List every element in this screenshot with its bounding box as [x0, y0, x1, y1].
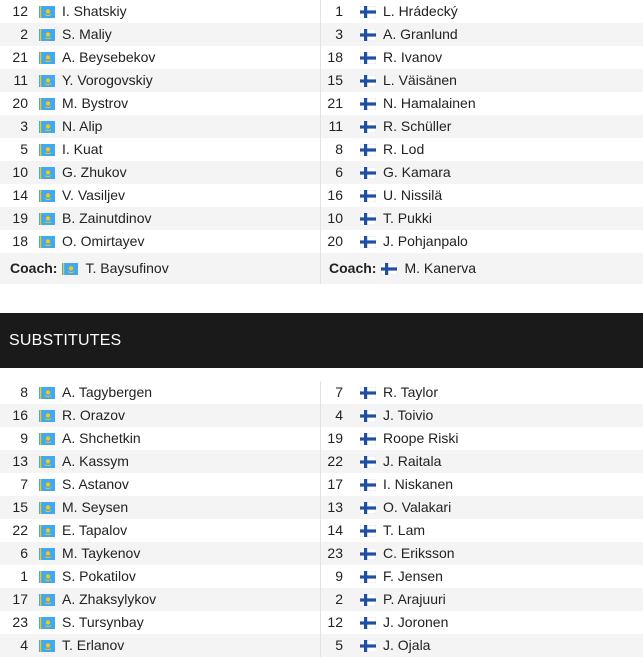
player-number: 13	[12, 453, 28, 469]
player-row	[321, 23, 643, 46]
finland-flag-icon	[360, 29, 376, 41]
player-name[interactable]: A. Zhaksylykov	[62, 591, 157, 607]
player-number: 22	[12, 522, 28, 538]
player-row	[0, 161, 320, 184]
player-name[interactable]: P. Arajuuri	[383, 591, 446, 607]
finland-flag-icon	[360, 410, 376, 422]
player-name[interactable]: L. Hrádecký	[383, 3, 458, 19]
player-row	[321, 519, 643, 542]
player-row	[321, 542, 643, 565]
player-row	[0, 542, 320, 565]
player-row	[321, 46, 643, 69]
finland-flag-icon	[360, 525, 376, 537]
player-name[interactable]: M. Taykenov	[62, 545, 141, 561]
player-row	[321, 0, 643, 23]
kazakhstan-flag-icon	[39, 98, 55, 110]
player-row	[0, 69, 320, 92]
player-name[interactable]: N. Alip	[62, 118, 103, 134]
player-number: 5	[335, 637, 343, 653]
player-number: 9	[335, 568, 343, 584]
player-row	[0, 46, 320, 69]
player-number: 1	[20, 568, 28, 584]
player-row	[0, 427, 320, 450]
finland-flag-icon	[360, 387, 376, 399]
player-row	[0, 0, 320, 23]
substitutes	[0, 381, 643, 657]
player-name[interactable]: J. Toivio	[383, 407, 434, 423]
player-number: 11	[13, 72, 28, 88]
finland-flag-icon	[360, 594, 376, 606]
lineups	[0, 0, 643, 284]
finland-flag-icon	[360, 433, 376, 445]
kazakhstan-flag-icon	[39, 433, 55, 445]
player-number: 21	[12, 49, 28, 65]
player-row	[321, 381, 643, 404]
player-number: 7	[335, 384, 343, 400]
kazakhstan-flag-icon	[39, 548, 55, 560]
player-name[interactable]: T. Lam	[383, 522, 426, 538]
kazakhstan-flag-icon	[39, 479, 55, 491]
player-number: 9	[20, 430, 28, 446]
player-name[interactable]: A. Granlund	[383, 26, 458, 42]
player-name[interactable]: R. Ivanov	[383, 49, 443, 65]
player-name[interactable]: I. Shatskiy	[62, 3, 127, 19]
player-number: 16	[327, 187, 343, 203]
coach-row	[0, 253, 320, 284]
kazakhstan-flag-icon	[39, 594, 55, 606]
player-number: 2	[335, 591, 343, 607]
player-row	[0, 23, 320, 46]
player-name[interactable]: A. Shchetkin	[62, 430, 141, 446]
player-number: 8	[20, 384, 28, 400]
player-row	[0, 565, 320, 588]
player-name[interactable]: G. Kamara	[383, 164, 451, 180]
coach-row	[321, 253, 643, 284]
finland-flag-icon	[360, 121, 376, 133]
player-row	[321, 161, 643, 184]
kazakhstan-flag-icon	[39, 236, 55, 248]
player-row	[321, 473, 643, 496]
player-name[interactable]: O. Omirtayev	[62, 233, 145, 249]
player-number: 3	[335, 26, 343, 42]
finland-flag-icon	[360, 98, 376, 110]
finland-flag-icon	[360, 548, 376, 560]
player-number: 23	[327, 545, 343, 561]
player-row	[321, 230, 643, 253]
player-row	[321, 427, 643, 450]
kazakhstan-flag-icon	[39, 6, 55, 18]
finland-flag-icon	[360, 6, 376, 18]
finland-flag-icon	[360, 167, 376, 179]
substitutes-header: SUBSTITUTES	[0, 313, 643, 368]
kazakhstan-flag-icon	[39, 640, 55, 652]
finland-flag-icon	[360, 571, 376, 583]
player-name[interactable]: U. Nissilä	[383, 187, 443, 203]
kazakhstan-flag-icon	[39, 144, 55, 156]
player-number: 11	[328, 118, 343, 134]
player-name[interactable]: G. Zhukov	[62, 164, 127, 180]
player-name[interactable]: L. Väisänen	[383, 72, 457, 88]
player-row	[0, 588, 320, 611]
player-number: 23	[12, 614, 28, 630]
kazakhstan-flag-icon	[39, 213, 55, 225]
kazakhstan-flag-icon	[39, 502, 55, 514]
player-name[interactable]: S. Tursynbay	[62, 614, 144, 630]
player-number: 8	[335, 141, 343, 157]
player-row	[0, 230, 320, 253]
player-name[interactable]: F. Jensen	[383, 568, 443, 584]
player-number: 15	[12, 499, 28, 515]
kazakhstan-flag-icon	[39, 121, 55, 133]
player-name[interactable]: R. Taylor	[383, 384, 438, 400]
player-number: 2	[20, 26, 28, 42]
player-number: 15	[327, 72, 343, 88]
player-name[interactable]: N. Hamalainen	[383, 95, 476, 111]
player-name[interactable]: A. Tagybergen	[62, 384, 153, 400]
player-row	[0, 404, 320, 427]
player-row	[321, 450, 643, 473]
player-row	[321, 92, 643, 115]
player-row	[321, 69, 643, 92]
player-number: 5	[20, 141, 28, 157]
player-number: 7	[20, 476, 28, 492]
kazakhstan-flag-icon	[39, 387, 55, 399]
player-name[interactable]: S. Maliy	[62, 26, 112, 42]
player-row	[0, 496, 320, 519]
coach-label: Coach:	[329, 260, 377, 276]
player-name[interactable]: T. Pukki	[383, 210, 433, 226]
player-row	[321, 404, 643, 427]
player-row	[0, 92, 320, 115]
coach-name[interactable]: M. Kanerva	[404, 260, 477, 276]
player-number: 18	[12, 233, 28, 249]
player-name[interactable]: B. Zainutdinov	[62, 210, 152, 226]
kazakhstan-flag-icon	[39, 167, 55, 179]
player-row	[0, 381, 320, 404]
player-number: 12	[327, 614, 343, 630]
finland-flag-icon	[360, 236, 376, 248]
player-number: 20	[12, 95, 28, 111]
away-lineup	[321, 0, 643, 284]
player-name[interactable]: R. Lod	[383, 141, 425, 157]
finland-flag-icon	[360, 190, 376, 202]
player-row	[321, 611, 643, 634]
player-number: 22	[327, 453, 343, 469]
home-substitutes	[0, 381, 321, 657]
player-row	[321, 115, 643, 138]
player-number: 10	[327, 210, 343, 226]
player-number: 20	[327, 233, 343, 249]
away-substitutes	[321, 381, 643, 657]
player-number: 14	[12, 187, 28, 203]
player-row	[0, 184, 320, 207]
finland-flag-icon	[360, 456, 376, 468]
finland-flag-icon	[381, 263, 397, 275]
player-row	[0, 473, 320, 496]
kazakhstan-flag-icon	[39, 617, 55, 629]
kazakhstan-flag-icon	[39, 75, 55, 87]
finland-flag-icon	[360, 75, 376, 87]
player-number: 1	[335, 3, 343, 19]
player-row	[0, 634, 320, 657]
player-number: 6	[20, 545, 28, 561]
kazakhstan-flag-icon	[39, 52, 55, 64]
player-number: 6	[335, 164, 343, 180]
finland-flag-icon	[360, 617, 376, 629]
player-name[interactable]: R. Schüller	[383, 118, 452, 134]
kazakhstan-flag-icon	[39, 571, 55, 583]
player-row	[321, 565, 643, 588]
player-row	[0, 207, 320, 230]
player-name[interactable]: J. Raitala	[383, 453, 442, 469]
player-name[interactable]: Roope Riski	[383, 430, 459, 446]
player-row	[321, 207, 643, 230]
player-row	[0, 611, 320, 634]
player-name[interactable]: A. Beysebekov	[62, 49, 156, 65]
finland-flag-icon	[360, 479, 376, 491]
player-row	[321, 634, 643, 657]
player-row	[0, 138, 320, 161]
finland-flag-icon	[360, 213, 376, 225]
finland-flag-icon	[360, 502, 376, 514]
player-name[interactable]: I. Niskanen	[383, 476, 454, 492]
player-number: 10	[12, 164, 28, 180]
player-name[interactable]: M. Bystrov	[62, 95, 129, 111]
player-number: 21	[327, 95, 343, 111]
kazakhstan-flag-icon	[39, 190, 55, 202]
player-name[interactable]: J. Pohjanpalo	[383, 233, 468, 249]
player-number: 17	[12, 591, 28, 607]
player-name[interactable]: J. Joronen	[383, 614, 449, 630]
player-number: 4	[335, 407, 343, 423]
player-row	[321, 138, 643, 161]
player-row	[0, 450, 320, 473]
player-row	[0, 519, 320, 542]
player-name[interactable]: A. Kassym	[62, 453, 129, 469]
player-name[interactable]: E. Tapalov	[62, 522, 128, 538]
player-number: 19	[327, 430, 343, 446]
player-number: 19	[12, 210, 28, 226]
player-number: 16	[12, 407, 28, 423]
coach-label: Coach:	[10, 260, 58, 276]
player-name[interactable]: J. Ojala	[383, 637, 431, 653]
player-number: 13	[327, 499, 343, 515]
player-row	[321, 496, 643, 519]
player-name[interactable]: Y. Vorogovskiy	[62, 72, 153, 88]
kazakhstan-flag-icon	[62, 263, 78, 275]
player-number: 4	[20, 637, 28, 653]
player-name[interactable]: M. Seysen	[62, 499, 129, 515]
player-row	[321, 588, 643, 611]
player-number: 14	[327, 522, 343, 538]
kazakhstan-flag-icon	[39, 410, 55, 422]
coach-name[interactable]: T. Baysufinov	[85, 260, 169, 276]
player-number: 3	[20, 118, 28, 134]
player-number: 18	[327, 49, 343, 65]
player-name[interactable]: I. Kuat	[62, 141, 103, 157]
player-name[interactable]: O. Valakari	[383, 499, 452, 515]
player-row	[321, 184, 643, 207]
player-name[interactable]: S. Pokatilov	[62, 568, 136, 584]
player-number: 17	[327, 476, 343, 492]
player-row	[0, 115, 320, 138]
player-name[interactable]: S. Astanov	[62, 476, 129, 492]
finland-flag-icon	[360, 52, 376, 64]
kazakhstan-flag-icon	[39, 525, 55, 537]
player-name[interactable]: V. Vasiljev	[62, 187, 126, 203]
finland-flag-icon	[360, 144, 376, 156]
home-lineup	[0, 0, 321, 284]
player-number: 12	[12, 3, 28, 19]
kazakhstan-flag-icon	[39, 456, 55, 468]
player-name[interactable]: C. Eriksson	[383, 545, 455, 561]
player-name[interactable]: R. Orazov	[62, 407, 126, 423]
finland-flag-icon	[360, 640, 376, 652]
player-name[interactable]: T. Erlanov	[62, 637, 125, 653]
kazakhstan-flag-icon	[39, 29, 55, 41]
